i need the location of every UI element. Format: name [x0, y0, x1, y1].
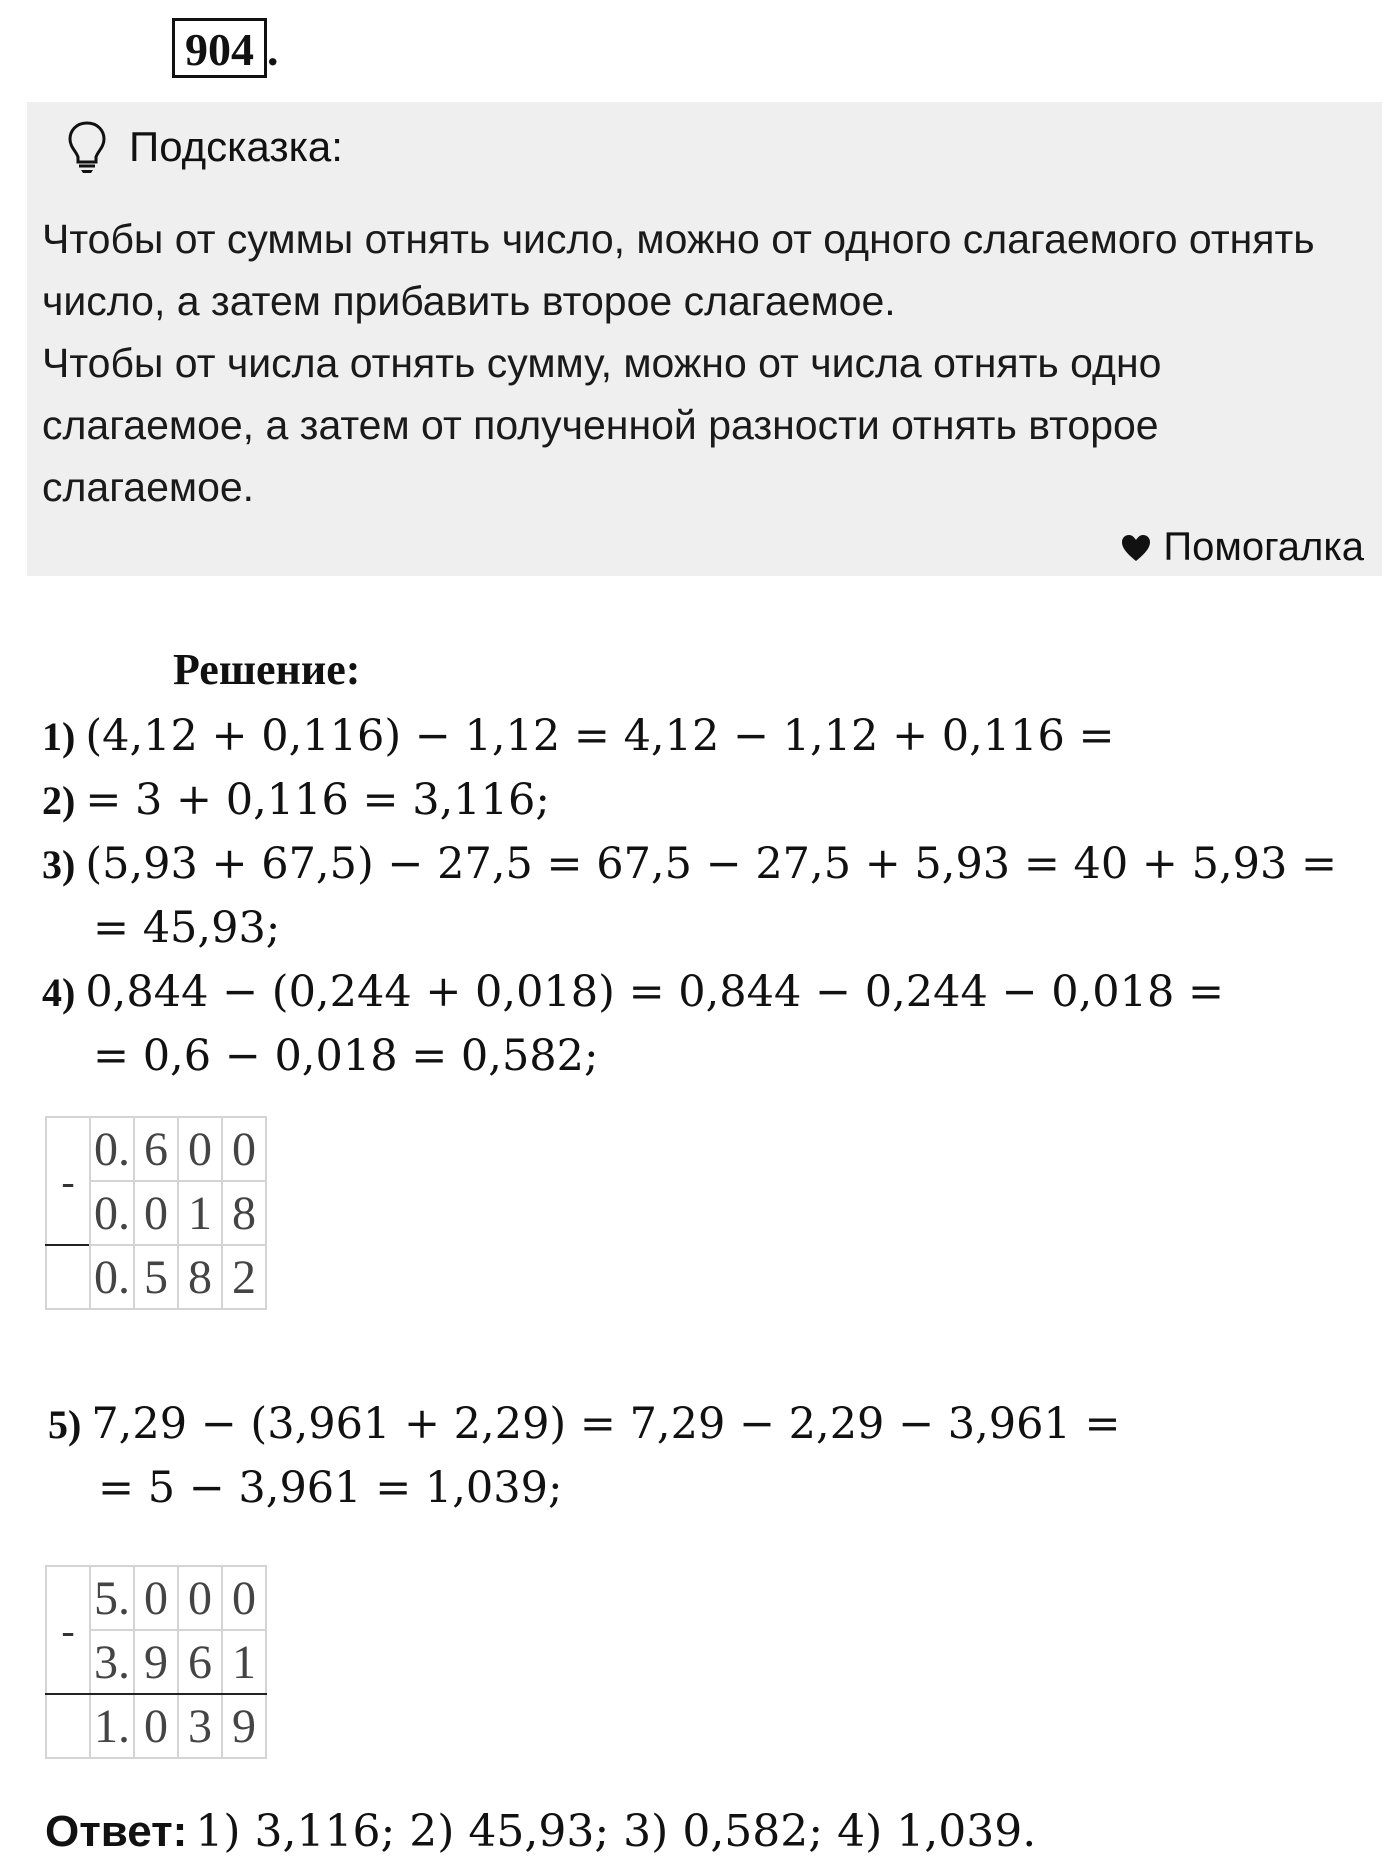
solution-heading: Решение:	[173, 645, 361, 694]
answer-line	[45, 1806, 1036, 1857]
solution-step-5	[48, 1392, 1121, 1457]
solution-step-3	[42, 832, 1337, 897]
hint-title: Подсказка:	[129, 123, 343, 170]
answer-values: 1) 3,116; 2) 45,93; 3) 0,582; 4) 1,039.	[195, 1806, 1037, 1857]
lightbulb-icon	[67, 120, 107, 174]
digit-cell: 9	[134, 1630, 178, 1694]
digit-cell: 5.	[90, 1566, 134, 1630]
column-subtraction-2	[45, 1565, 267, 1759]
digit-cell: 2	[222, 1245, 266, 1309]
digit-cell: 8	[178, 1245, 222, 1309]
digit-cell: 0.	[90, 1181, 134, 1245]
digit-cell: 6	[178, 1630, 222, 1694]
minus-sign: -	[46, 1117, 90, 1245]
hint-header	[67, 120, 343, 174]
subtraction-underline	[45, 1693, 267, 1695]
digit-cell: 0	[222, 1566, 266, 1630]
problem-number	[172, 18, 279, 78]
step-expression: 0,844 − (0,244 + 0,018) = 0,844 − 0,244 − 0,018 =	[85, 967, 1225, 1017]
empty-cell	[46, 1245, 90, 1309]
digit-cell: 0	[222, 1117, 266, 1181]
problem-number-suffix: .	[267, 24, 279, 75]
digit-cell: 1	[178, 1181, 222, 1245]
step-expression: = 3 + 0,116 = 3,116;	[85, 775, 550, 825]
column-subtraction-1	[45, 1116, 267, 1310]
digit-cell: 1	[222, 1630, 266, 1694]
solution-step-1	[42, 704, 1115, 769]
digit-cell: 0	[134, 1566, 178, 1630]
digit-cell: 3	[178, 1694, 222, 1758]
step-expression: (5,93 + 67,5) − 27,5 = 67,5 − 27,5 + 5,93 = 40 + 5,93 =	[85, 839, 1338, 889]
digit-cell: 0	[134, 1694, 178, 1758]
hint-box	[27, 102, 1382, 576]
empty-cell	[46, 1694, 90, 1758]
digit-cell: 0	[178, 1566, 222, 1630]
hint-credit[interactable]	[1121, 525, 1364, 570]
step-number: 1)	[42, 714, 76, 759]
solution-step-2	[42, 768, 550, 833]
step-number: 5)	[48, 1402, 82, 1447]
digit-cell: 5	[134, 1245, 178, 1309]
digit-cell: 0.	[90, 1117, 134, 1181]
digit-cell: 0	[178, 1117, 222, 1181]
subtraction-underline	[45, 1244, 89, 1246]
answer-label: Ответ:	[45, 1807, 188, 1856]
step-expression: (4,12 + 0,116) − 1,12 = 4,12 − 1,12 + 0,116 =	[85, 711, 1115, 761]
digit-cell: 8	[222, 1181, 266, 1245]
digit-cell: 0	[134, 1181, 178, 1245]
step-number: 2)	[42, 778, 76, 823]
digit-cell: 1.	[90, 1694, 134, 1758]
step-expression: 7,29 − (3,961 + 2,29) = 7,29 − 2,29 − 3,961 =	[91, 1399, 1121, 1449]
digit-cell: 3.	[90, 1630, 134, 1694]
hint-text	[42, 208, 1372, 518]
digit-cell: 9	[222, 1694, 266, 1758]
heart-icon	[1121, 534, 1151, 562]
solution-step-4-continuation: = 0,6 − 0,018 = 0,582;	[93, 1031, 599, 1081]
step-number: 3)	[42, 842, 76, 887]
step-number: 4)	[42, 970, 76, 1015]
solution-step-4	[42, 960, 1224, 1025]
hint-paragraph-2: Чтобы от числа отнять сумму, можно от числа отнять одно слагаемое, а затем от полученной разности отнять второе слагаемое.	[42, 340, 1162, 510]
digit-cell: 0.	[90, 1245, 134, 1309]
hint-paragraph-1: Чтобы от суммы отнять число, можно от одного слагаемого отнять число, а затем прибавить второе слагаемое.	[42, 216, 1315, 324]
problem-number-box: 904	[172, 18, 267, 78]
minus-sign: -	[46, 1566, 90, 1694]
digit-cell: 6	[134, 1117, 178, 1181]
solution-step-5-continuation: = 5 − 3,961 = 1,039;	[98, 1463, 563, 1513]
credit-label: Помогалка	[1163, 525, 1364, 569]
solution-step-3-continuation: = 45,93;	[93, 903, 281, 953]
